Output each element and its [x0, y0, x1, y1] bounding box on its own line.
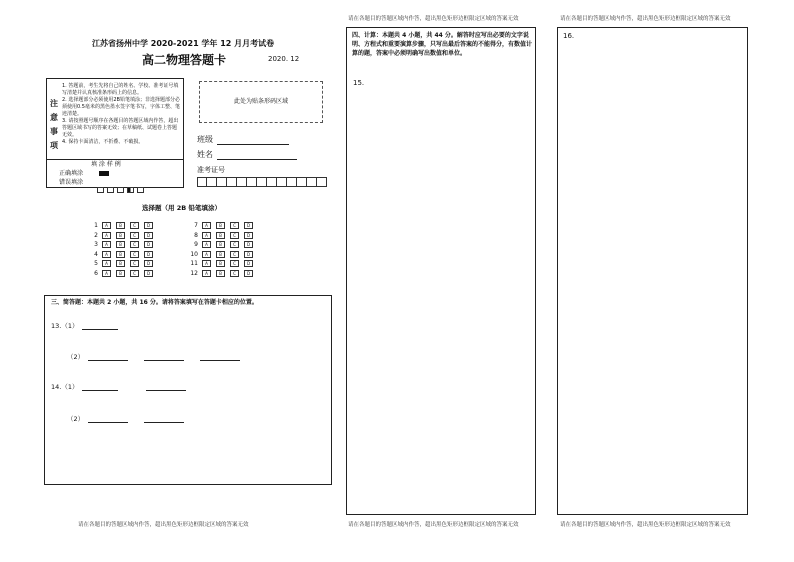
note-item: 1. 答题前，考生先将自己的姓名、学校、准考证号填写清楚并认真核准条形码上的信息。 — [62, 83, 179, 96]
warning-left-bottom: 请在各题目的答题区域内作答，超出黑色矩形边框限定区域的答案无效 — [78, 522, 249, 528]
wrong-mark-cross — [107, 187, 114, 193]
choice-bubble-c[interactable]: C — [130, 232, 139, 239]
warning-right-top: 请在各题目的答题区域内作答，超出黑色矩形边框限定区域的答案无效 — [560, 16, 731, 22]
warning-mid-bottom: 请在各题目的答题区域内作答，超出黑色矩形边框限定区域的答案无效 — [348, 522, 519, 528]
q13-line1[interactable] — [51, 321, 118, 330]
choice-bubble-c[interactable]: C — [230, 251, 239, 258]
choice-bubble-d[interactable]: D — [144, 241, 153, 248]
section3-heading: 三、简答题：本题共 2 小题，共 16 分。请将答案填写在答题卡相应的位置。 — [51, 299, 258, 306]
q14-2-label: （2） — [67, 415, 85, 423]
exam-no-boxes[interactable] — [197, 177, 327, 187]
choice-bubble-d[interactable]: D — [244, 270, 253, 277]
q14-line1[interactable] — [51, 382, 186, 391]
choice-bubble-c[interactable]: C — [230, 270, 239, 277]
choice-bubble-d[interactable]: D — [144, 251, 153, 258]
choice-title: 选择题（用 2B 铅笔填涂） — [142, 204, 222, 212]
choice-bubble-b[interactable]: B — [116, 232, 125, 239]
school-line: 江苏省扬州中学 2020-2021 学年 12 月月考试卷 — [92, 39, 275, 48]
choice-bubble-a[interactable]: A — [102, 260, 111, 267]
choice-bubble-a[interactable]: A — [202, 241, 211, 248]
wrong-mark-slash — [117, 187, 124, 193]
choice-bubble-c[interactable]: C — [130, 241, 139, 248]
barcode-label: 此处为贴条形码区域 — [233, 98, 288, 105]
choice-bubble-c[interactable]: C — [230, 241, 239, 248]
choice-row-5 — [88, 260, 158, 267]
name-label: 姓名 — [197, 150, 213, 159]
name-field[interactable] — [197, 149, 297, 160]
choice-number: 11 — [190, 260, 198, 267]
class-field[interactable] — [197, 134, 289, 145]
notes-list — [62, 83, 181, 146]
q16-label: 16. — [563, 32, 575, 40]
choice-number: 4 — [94, 250, 98, 258]
note-item: 3. 请按照题号顺序在各题目的答题区域内作答，超出答题区域书写的答案无效；在草稿纸、试题卷上答题无效。 — [62, 118, 179, 138]
notes-box — [46, 78, 184, 188]
choice-row-8 — [188, 232, 258, 239]
choice-bubble-a[interactable]: A — [102, 270, 111, 277]
choice-bubble-d[interactable]: D — [244, 241, 253, 248]
choice-number: 3 — [94, 241, 98, 248]
choice-bubble-c[interactable]: C — [130, 251, 139, 258]
choice-bubble-b[interactable]: B — [216, 251, 225, 258]
choice-bubble-b[interactable]: B — [116, 241, 125, 248]
choice-row-11 — [188, 260, 258, 267]
section3-box — [44, 295, 332, 485]
choice-bubble-b[interactable]: B — [216, 222, 225, 229]
choice-bubble-a[interactable]: A — [102, 222, 111, 229]
wrong-mark-half — [127, 187, 134, 193]
choice-number: 1 — [94, 222, 98, 229]
choice-bubble-a[interactable]: A — [102, 251, 111, 258]
correct-fill-label: 正确填涂 — [59, 170, 84, 177]
choice-number: 9 — [194, 241, 198, 248]
q13-line2[interactable] — [67, 352, 240, 361]
choice-bubble-a[interactable]: A — [102, 232, 111, 239]
fill-example — [47, 159, 184, 189]
choice-bubble-c[interactable]: C — [230, 232, 239, 239]
q14-line2[interactable] — [67, 414, 184, 423]
choice-bubble-a[interactable]: A — [202, 260, 211, 267]
exam-no-label: 准考证号 — [197, 166, 225, 174]
choice-row-6 — [88, 270, 158, 277]
choice-bubble-d[interactable]: D — [244, 251, 253, 258]
choice-bubble-d[interactable]: D — [244, 232, 253, 239]
choice-bubble-a[interactable]: A — [202, 232, 211, 239]
warning-right-bottom: 请在各题目的答题区域内作答，超出黑色矩形边框限定区域的答案无效 — [560, 522, 731, 528]
choice-number: 12 — [190, 269, 198, 277]
choice-row-7 — [188, 222, 258, 229]
choice-bubble-c[interactable]: C — [130, 222, 139, 229]
q14-label: 14.（1） — [51, 383, 79, 391]
wrong-fill-label: 错误填涂 — [59, 179, 84, 186]
choice-bubble-a[interactable]: A — [202, 251, 211, 258]
note-item: 4. 保持卡面清洁，不折叠、不破损。 — [62, 139, 144, 145]
choice-row-2 — [88, 232, 158, 239]
fill-example-title: 填 涂 样 例 — [91, 161, 121, 168]
choice-bubble-b[interactable]: B — [216, 270, 225, 277]
choice-bubble-b[interactable]: B — [216, 260, 225, 267]
choice-bubble-c[interactable]: C — [130, 270, 139, 277]
page-title: 高二物理答题卡 — [142, 53, 227, 67]
choice-number: 7 — [194, 222, 198, 229]
choice-row-4 — [88, 251, 158, 258]
choice-row-10 — [188, 251, 258, 258]
section4-box — [346, 27, 536, 515]
choice-row-3 — [88, 241, 158, 248]
choice-row-9 — [188, 241, 258, 248]
choice-bubble-d[interactable]: D — [144, 222, 153, 229]
choice-number: 8 — [194, 231, 198, 239]
choice-row-1 — [88, 222, 158, 229]
choice-bubble-b[interactable]: B — [216, 241, 225, 248]
class-label: 班级 — [197, 135, 213, 144]
exam-date: 2020. 12 — [268, 55, 300, 63]
choice-bubble-b[interactable]: B — [116, 222, 125, 229]
barcode-area — [199, 81, 323, 123]
choice-row-12 — [188, 270, 258, 277]
choice-bubble-a[interactable]: A — [202, 222, 211, 229]
notes-label: 注 意 事 项 — [50, 99, 58, 150]
q13-label: 13.（1） — [51, 322, 79, 330]
choice-bubble-b[interactable]: B — [116, 251, 125, 258]
choice-bubble-d[interactable]: D — [144, 232, 153, 239]
choice-bubble-b[interactable]: B — [216, 232, 225, 239]
choice-bubble-a[interactable]: A — [202, 270, 211, 277]
choice-number: 2 — [94, 231, 98, 239]
wrong-fill-marks — [97, 179, 147, 198]
choice-bubble-b[interactable]: B — [116, 270, 125, 277]
q16-box — [557, 27, 748, 515]
choice-bubble-c[interactable]: C — [130, 260, 139, 267]
choice-bubble-a[interactable]: A — [102, 241, 111, 248]
wrong-mark-check — [97, 187, 104, 193]
choice-number: 6 — [94, 269, 98, 277]
warning-mid-top: 请在各题目的答题区域内作答，超出黑色矩形边框限定区域的答案无效 — [348, 16, 519, 22]
choice-bubble-d[interactable]: D — [244, 260, 253, 267]
section4-heading: 四、计算：本题共 4 小题，共 44 分。解答时应写出必要的文字说明、方程式和重要演算步骤，只写出最后答案的不能得分，有数值计算的题，答案中必须明确写出数值和单位。 — [352, 32, 533, 57]
choice-bubble-b[interactable]: B — [116, 260, 125, 267]
q15-label: 15. — [353, 79, 365, 87]
wrong-mark-dot — [137, 187, 144, 193]
choice-bubble-d[interactable]: D — [244, 222, 253, 229]
choice-number: 10 — [190, 250, 198, 258]
choice-bubble-c[interactable]: C — [230, 222, 239, 229]
choice-number: 5 — [94, 260, 98, 267]
correct-fill-mark — [99, 171, 109, 176]
choice-bubble-d[interactable]: D — [144, 260, 153, 267]
choice-bubble-c[interactable]: C — [230, 260, 239, 267]
choice-bubble-d[interactable]: D — [144, 270, 153, 277]
q13-2-label: （2） — [67, 353, 85, 361]
note-item: 2. 选择题部分必须使用2B铅笔填涂；非选择题部分必须使用0.5毫米的黑色墨水签字笔书写，字体工整、笔迹清楚。 — [62, 97, 180, 117]
